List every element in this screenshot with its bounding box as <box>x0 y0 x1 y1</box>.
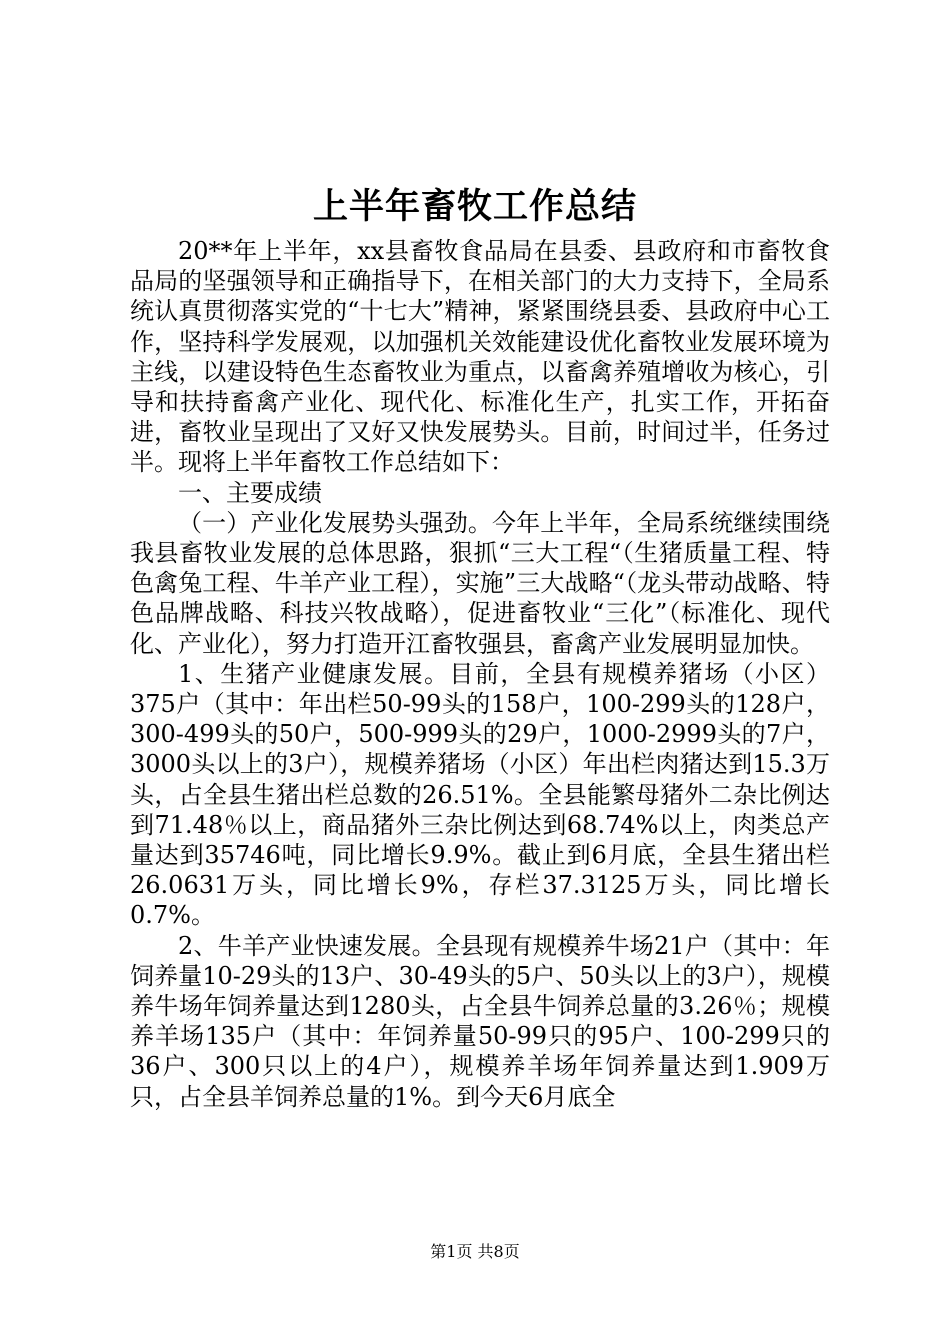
paragraph-pig-industry: 1、生猪产业健康发展。目前，全县有规模养猪场（小区）375户（其中：年出栏50-99头的158户，100-299头的128户，300-499头的50户，500-999头的29户，1000-2999头的7户，3000头以上的3户），规模养猪场（小区）年出栏肉猪达到15.3万头，占全县生猪出栏总数的26.51%。全县能繁母猪外二杂比例达到71.48％以上，商品猪外三杂比例达到68.74%以上，肉类总产量达到35746吨，同比增长9.9%。截止到6月底，全县生猪出栏26.0631万头，同比增长9%，存栏37.3125万头，同比增长0.7%。 <box>130 659 830 930</box>
document-title: 上半年畜牧工作总结 <box>312 186 637 227</box>
page-footer: 第1页 共8页 <box>430 1242 520 1261</box>
document-body <box>130 236 830 1112</box>
paragraph-intro: 20**年上半年，xx县畜牧食品局在县委、县政府和市畜牧食品局的坚强领导和正确指导下，在相关部门的大力支持下，全局系统认真贯彻落实党的“十七大”精神，紧紧围绕县委、县政府中心工作，坚持科学发展观，以加强机关效能建设优化畜牧业发展环境为主线，以建设特色生态畜牧业为重点，以畜禽养殖增收为核心，引导和扶持畜禽产业化、现代化、标准化生产，扎实工作，开拓奋进，畜牧业呈现出了又好又快发展势头。目前，时间过半，任务过半。现将上半年畜牧工作总结如下： <box>130 237 830 477</box>
section-heading-main-achievements: 一、主要成绩 <box>178 478 322 507</box>
paragraph-industrialization: （一）产业化发展势头强劲。今年上半年，全局系统继续围绕我县畜牧业发展的总体思路，狠抓“三大工程“（生猪质量工程、特色禽兔工程、牛羊产业工程），实施”三大战略“（龙头带动战略、特色品牌战略、科技兴牧战略），促进畜牧业“三化”（标准化、现代化、产业化），努力打造开江畜牧强县，畜禽产业发展明显加快。 <box>130 508 830 658</box>
paragraph-cattle-sheep-industry: 2、牛羊产业快速发展。全县现有规模养牛场21户（其中：年饲养量10-29头的13户、30-49头的5户、50头以上的3户），规模养牛场年饲养量达到1280头，占全县牛饲养总量的3.26％；规模养羊场135户（其中：年饲养量50-99只的95户、100-299只的36户、300只以上的4户），规模养羊场年饲养量达到1.909万只，占全县羊饲养总量的1%。到今天6月底全 <box>130 931 830 1111</box>
